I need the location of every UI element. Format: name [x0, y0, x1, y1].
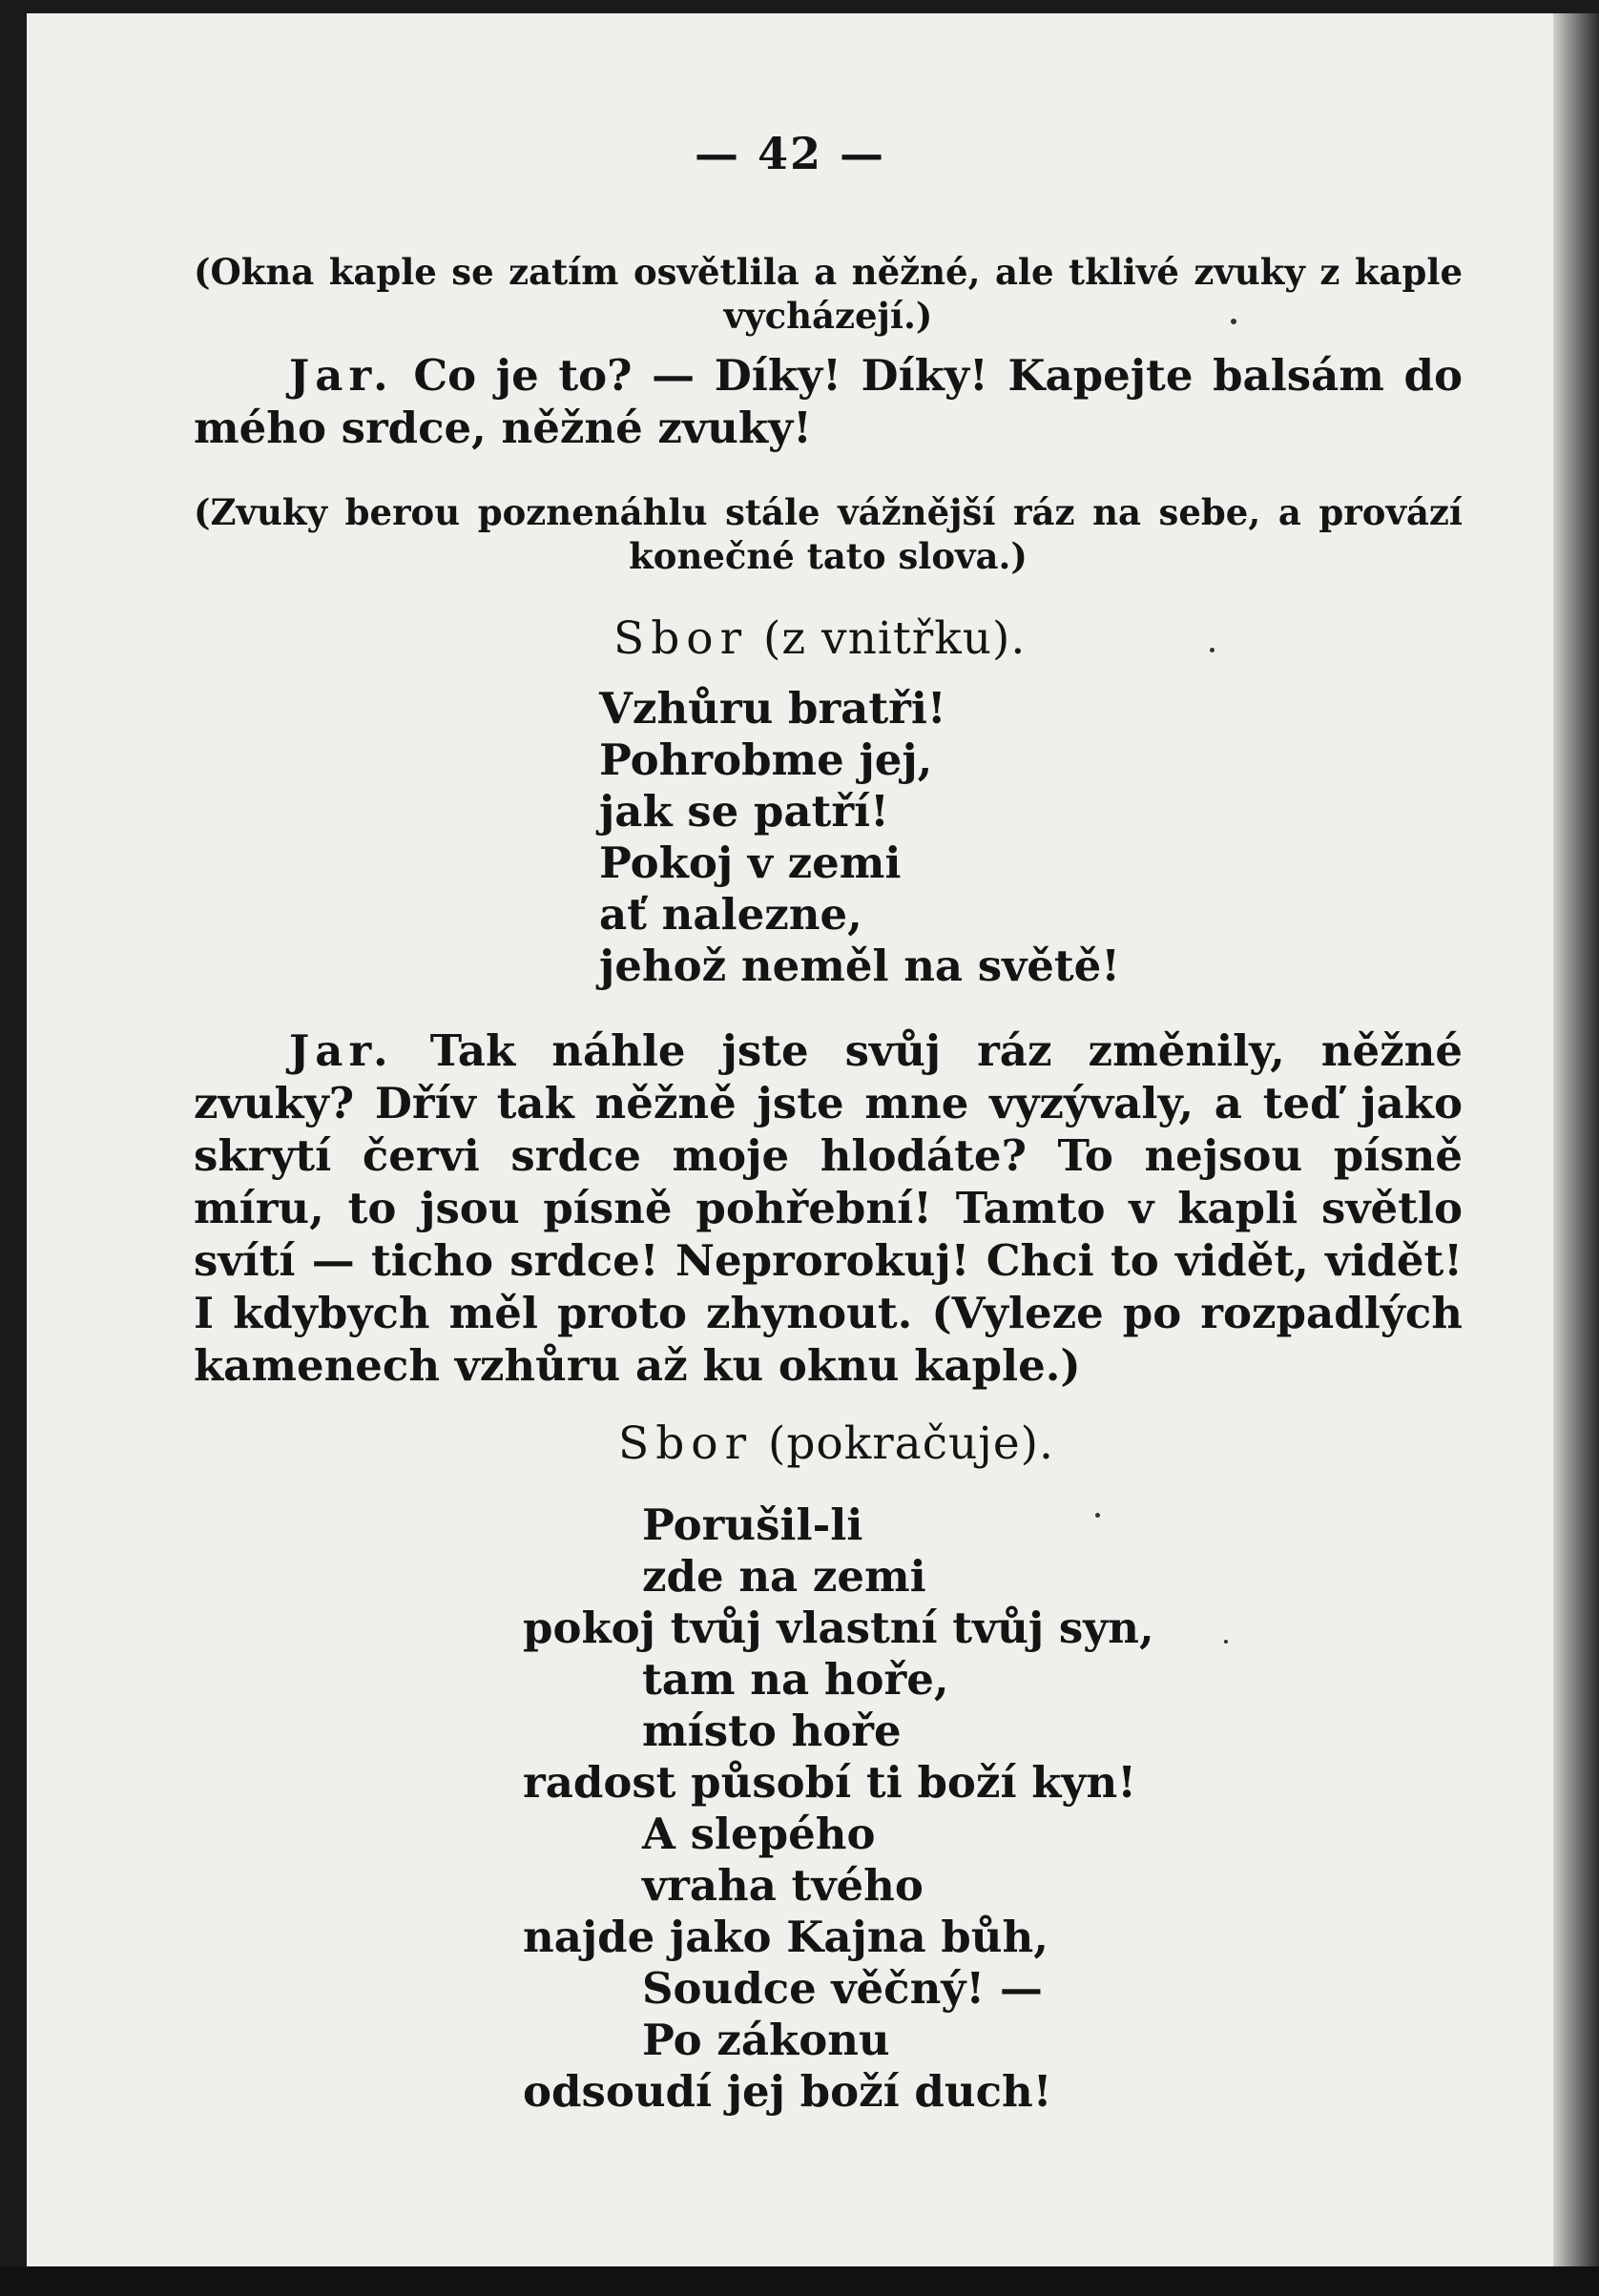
- book-page: [27, 13, 1553, 2266]
- verse-line: Porušil-li: [642, 1500, 863, 1550]
- chorus-heading: [618, 1417, 1054, 1470]
- stage-direction: (Zvuky berou poznenáhlu stále vážnější ráz na sebe, a provází konečné tato slova.): [194, 491, 1463, 577]
- scan-border: [0, 2266, 1599, 2296]
- verse-line: ať nalezne,: [599, 889, 862, 940]
- speech: [194, 1024, 1463, 1392]
- verse-block: [599, 683, 1120, 992]
- verse-line: najde jako Kajna bůh,: [523, 1912, 1049, 1962]
- verse-line: místo hoře: [642, 1706, 902, 1756]
- verse-line: vraha tvého: [642, 1860, 924, 1911]
- verse-line: jak se patří!: [599, 786, 889, 837]
- print-speck: [1095, 1513, 1100, 1518]
- stage-direction: (Okna kaple se zatím osvětlila a něžné, ale tklivé zvuky z kaple vycházejí.): [194, 251, 1463, 337]
- verse-line: odsoudí jej boží duch!: [523, 2066, 1052, 2117]
- page-number: — 42 —: [694, 128, 886, 179]
- verse-line: pokoj tvůj vlastní tvůj syn,: [523, 1603, 1154, 1653]
- chorus-note: (z vnitřku).: [748, 612, 1027, 665]
- speech-body: [194, 1024, 1463, 1392]
- verse-line: A slepého: [642, 1809, 876, 1859]
- verse-line: Pokoj v zemi: [599, 838, 902, 888]
- speech-text: Co je to? — Díky! Díky! Kapejte balsám do mého srdce, něžné zvuky!: [194, 350, 1463, 453]
- chorus-name: Sbor: [618, 1417, 754, 1470]
- verse-line: tam na hoře,: [642, 1654, 949, 1705]
- chorus-note: (pokračuje).: [753, 1417, 1054, 1470]
- print-speck: [1224, 1640, 1228, 1644]
- print-speck: [1231, 319, 1236, 324]
- speech-body: [194, 349, 1463, 454]
- verse-line: Po zákonu: [642, 2015, 890, 2065]
- chorus-heading: [613, 612, 1026, 665]
- verse-line: Vzhůru bratři!: [599, 683, 946, 734]
- verse-block: [523, 1500, 1154, 2118]
- verse-line: jehož neměl na světě!: [599, 941, 1121, 991]
- verse-line: zde na zemi: [642, 1551, 926, 1602]
- speaker-name: Jar.: [289, 350, 394, 401]
- verse-line: Soudce věčný! —: [642, 1963, 1043, 2014]
- page-edge-shadow: [1553, 13, 1599, 2266]
- speaker-name: Jar.: [289, 1025, 394, 1076]
- speech: [194, 349, 1463, 454]
- speech-text: Tak náhle jste svůj ráz změnily, něžné zvuky? Dřív tak něžně jste mne vyzývaly, a teď jako skrytí červi srdce moje hlodáte? To nejsou písně míru, to jsou písně pohřební! Tamto v kapli světlo svítí — ticho srdce! Neprorokuj! Chci to vidět, vidět! I kdybych měl proto zhynout. (Vyleze po rozpadlých kamenech vzhůru až ku oknu kaple.): [194, 1025, 1463, 1391]
- verse-line: Pohrobme jej,: [599, 734, 933, 785]
- print-speck: [1210, 648, 1215, 652]
- verse-line: radost působí ti boží kyn!: [523, 1757, 1137, 1808]
- chorus-name: Sbor: [613, 612, 749, 665]
